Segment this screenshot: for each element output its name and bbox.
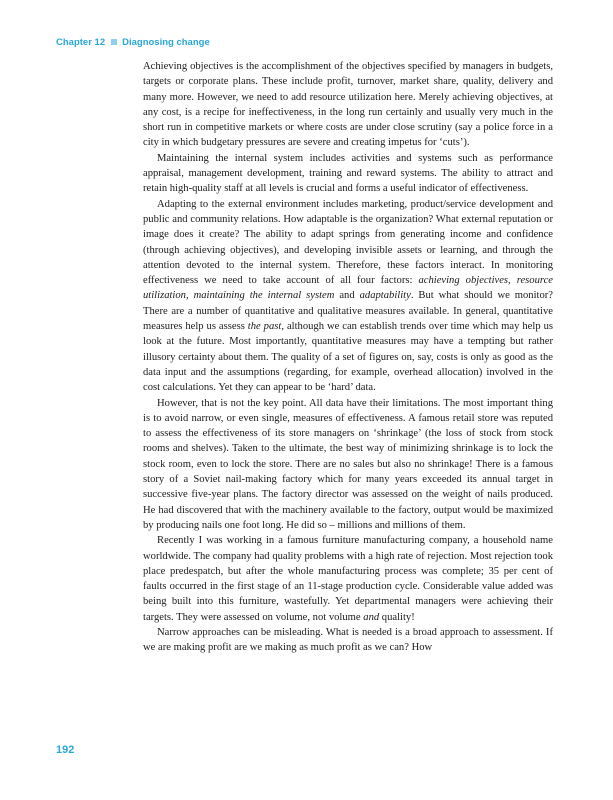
text-run: Maintaining the internal system includes activities and systems such as performance appraisal, management development, training and reward systems. The ability to attract and retain high-quality staff at all levels is crucial and forms a useful indicator of effectiveness.: [143, 152, 553, 195]
text-run: Narrow approaches can be misleading. What is needed is a broad approach to assessment. If we are making profit are we making as much profit as we can? How: [143, 626, 553, 654]
text-run: Recently I was working in a famous furniture manufacturing company, a household name worldwide. The company had quality problems with a high rate of rejection. Most rejection took place predespatch, but after the whole manufacturing process was complete; 35 per cent of faults occurred in the first stage of an 11-stage production cycle. Considerable value added was being built into this furniture, wastefully. Yet departmental managers were achieving their targets. They were assessed on volume, not volume: [143, 535, 553, 623]
text-run: . But what should we monitor? There are a number of quantitative and qualitative measures available. In general, quantitative measures help us assess: [143, 290, 553, 333]
header-separator-square: [111, 39, 117, 45]
paragraph-achieving-objectives: [143, 59, 553, 151]
text-run: and: [334, 290, 360, 302]
emphasis-the-past: the past: [247, 321, 282, 333]
emphasis-and: and: [363, 611, 380, 623]
text-run: quality!: [379, 611, 415, 623]
body-text: [143, 59, 553, 656]
text-run: Achieving objectives is the accomplishment of the objectives specified by managers in budgets, targets or corporate plans. These include profit, turnover, market share, quality, delivery and many more. However, we need to add resource utilization here. Merely achieving objectives, at any cost, is a recipe for ineffectiveness, in the long run certainly and usually very much in the short run in competitive markets or where costs are under close scrutiny (say a police force in a city in which budgetary pressures are severe and creating impetus for ‘cuts’).: [143, 61, 553, 149]
paragraph-internal-system: [143, 151, 553, 197]
paragraph-narrow-measures: [143, 396, 553, 534]
text-run: Adapting to the external environment includes marketing, product/service development and public and community relations. How adaptable is the organization? What external reputation or image does it create? The ability to adapt springs from generating income and confidence (through achieving objectives), and developing invisible assets or learning, and through the attention devoted to the internal system. Therefore, these factors interact. In monitoring effectiveness we need to take account of all four factors:: [143, 198, 553, 287]
emphasis-adaptability: adaptability: [359, 290, 411, 302]
running-head: [56, 37, 210, 48]
paragraph-broad-approach: [143, 625, 553, 656]
chapter-number: Chapter 12: [56, 37, 106, 48]
text-run: , although we can establish trends over time which may help us look at the future. Most importantly, quantitative measures may have a tempting but rather illusory certainty about them. The quality of a set of figures on, say, costs is only as good as the data input and the assumptions (regarding, for example, overhead allocation) involved in the cost calculations. Yet they can appear to be ‘hard’ data.: [143, 321, 553, 394]
chapter-title: Diagnosing change: [122, 37, 210, 48]
paragraph-furniture-company: [143, 533, 553, 625]
emphasis-four-factors: achieving objectives, resource utilization, maintaining the internal system: [143, 275, 554, 302]
paragraph-adapting: [143, 197, 553, 396]
text-run: However, that is not the key point. All data have their limitations. The most important thing is to avoid narrow, or even single, measures of effectiveness. A famous retail store was reputed to assess the effectiveness of its store managers on ‘shrinkage’ (the loss of stock from stock rooms and shelves). Taken to the ultimate, the best way of minimizing shrinkage is to lock the stock room, even to lock the store. There are no sales but also no shrinkage! There is a famous story of a Soviet nail-making factory which for many years exceeded its annual target in successive five-year plans. The factory director was assessed on the weight of nails produced. He had discovered that with the machinery available to the factory, output would be maximized by producing nails one foot long. He did so – millions and millions of them.: [143, 397, 553, 531]
page-number: 192: [56, 744, 75, 756]
